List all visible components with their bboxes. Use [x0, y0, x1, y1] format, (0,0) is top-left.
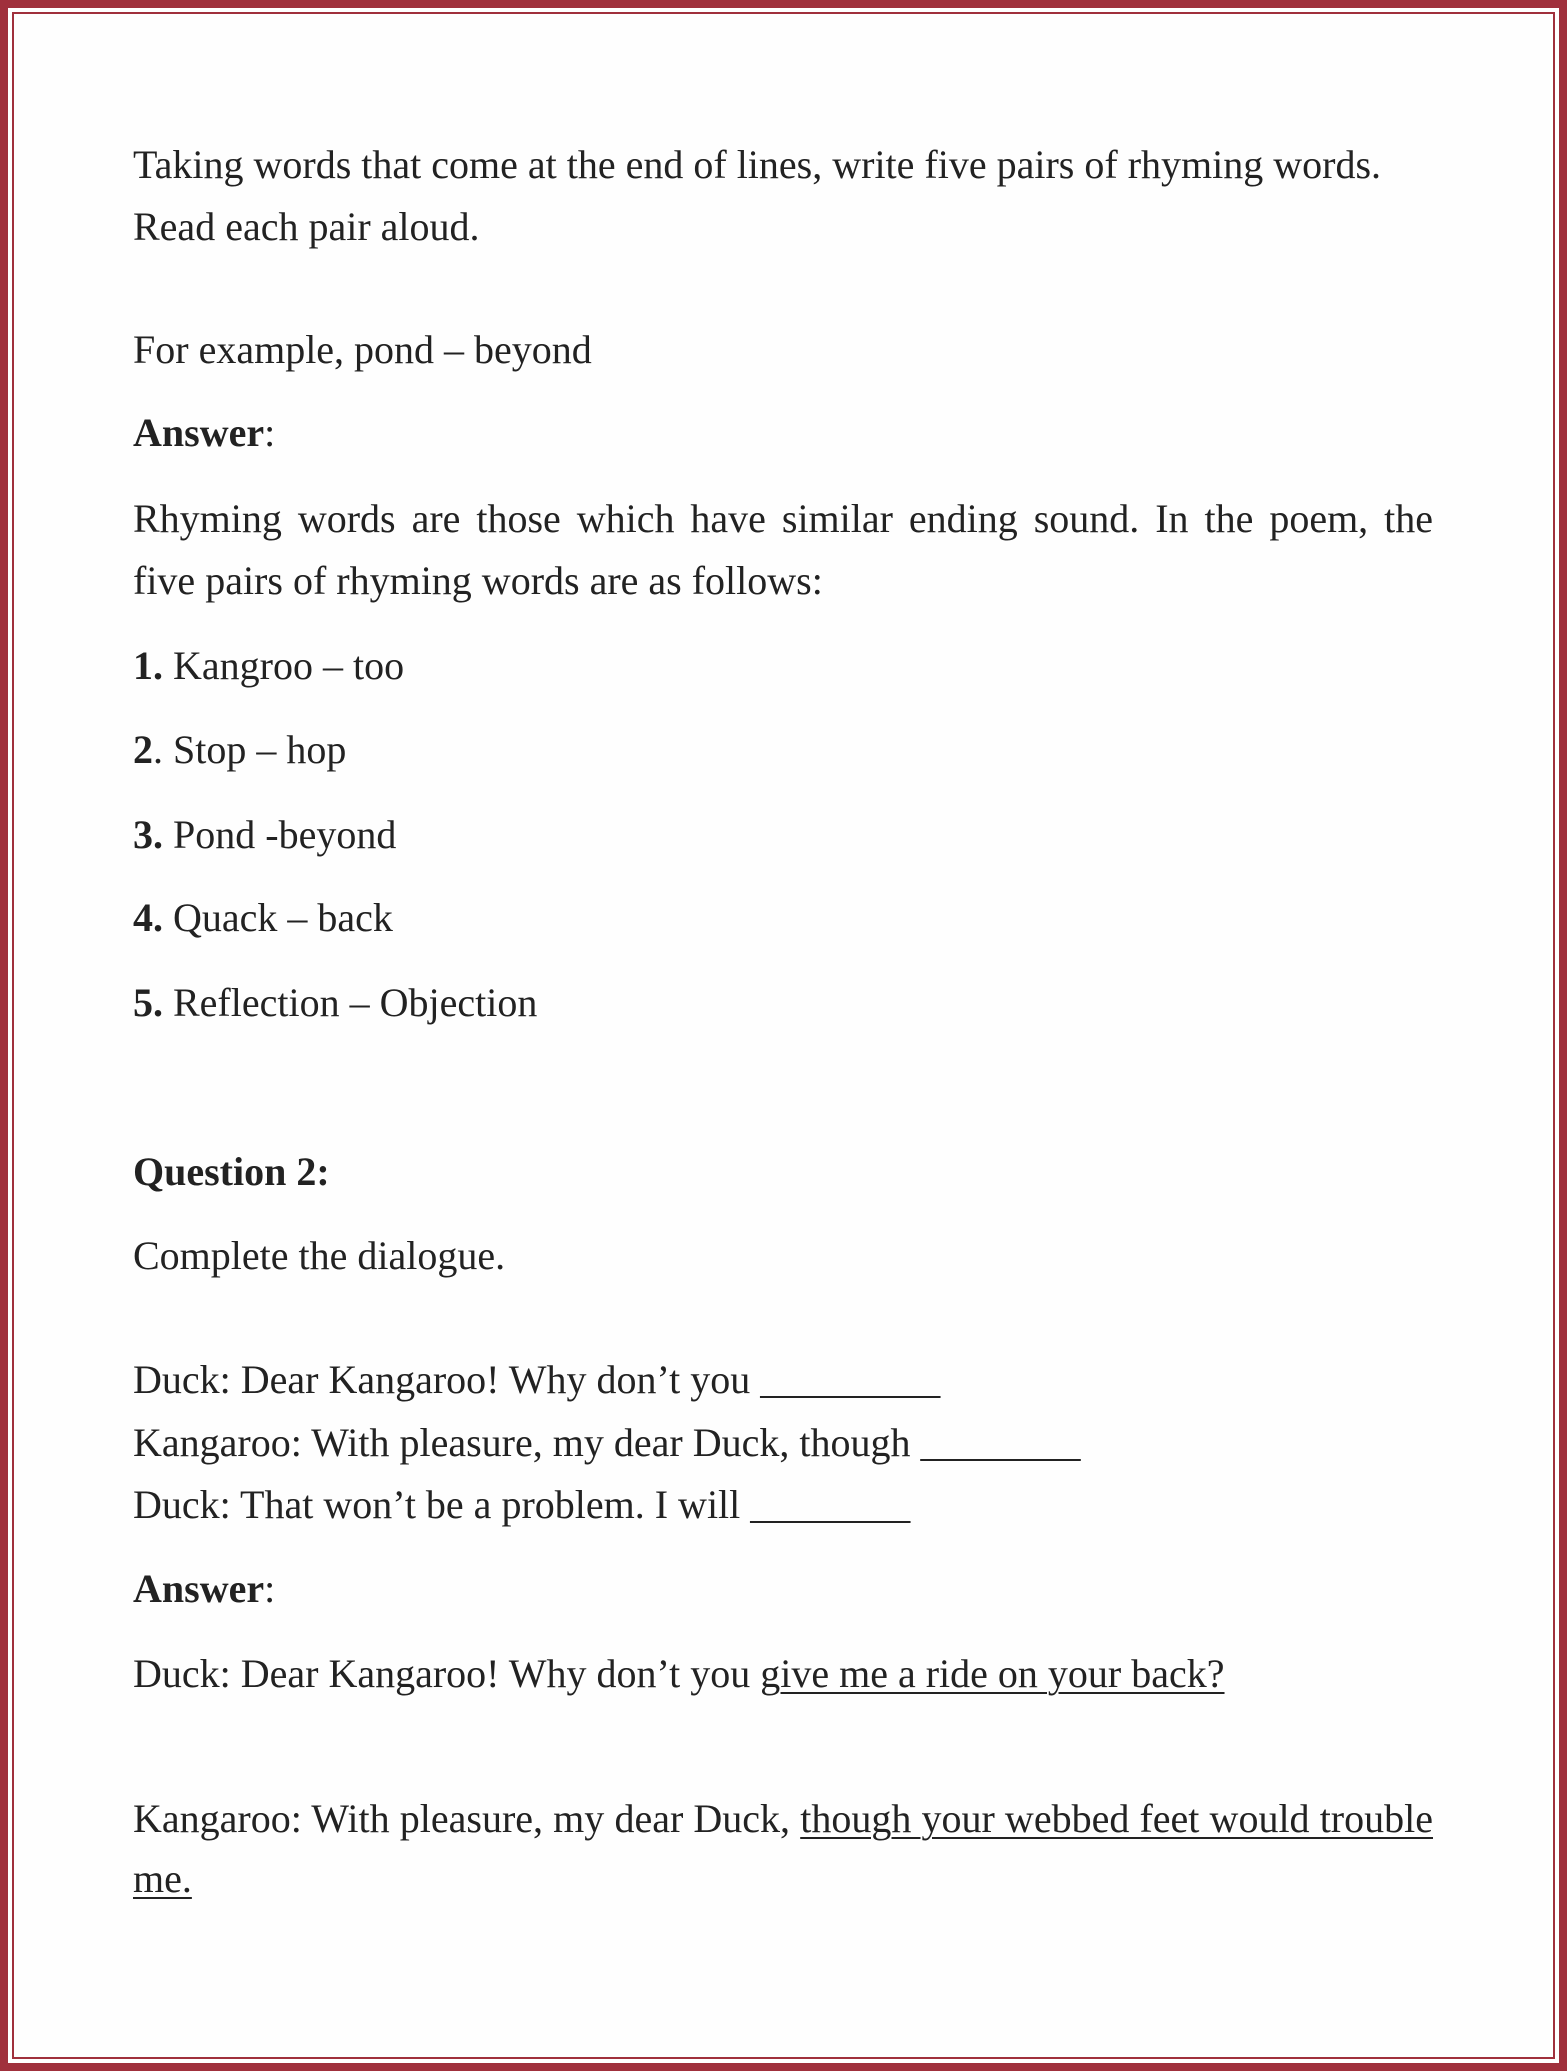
- list-item: [133, 635, 1433, 697]
- list-item: [133, 887, 1433, 949]
- dialogue-line: Duck: That won’t be a problem. I will ________: [133, 1482, 911, 1527]
- list-text: Pond -beyond: [163, 812, 397, 857]
- question-2-heading: [133, 1141, 1433, 1203]
- list-number: 1.: [133, 643, 163, 688]
- dialogue-line: Duck: Dear Kangaroo! Why don’t you _________: [133, 1357, 941, 1402]
- question-2-instruction: Complete the dialogue.: [133, 1233, 506, 1278]
- list-text: . Stop – hop: [153, 727, 347, 772]
- dialogue-prefix: Duck: Dear Kangaroo! Why don’t you: [133, 1651, 761, 1696]
- answer-label: Answer: [133, 410, 265, 455]
- dialogue-answer: though your webbed feet would trouble me.: [133, 1796, 1433, 1901]
- answer-dialogue-line: [133, 1644, 1433, 1704]
- answer-heading-1: [133, 402, 1433, 464]
- list-number: 3.: [133, 812, 163, 857]
- answer-explanation: Rhyming words are those which have similar ending sound. In the poem, the five pairs of rhyming words are as follows:: [133, 496, 1433, 603]
- list-item: [133, 804, 1433, 866]
- instruction-text: Taking words that come at the end of lines, write five pairs of rhyming words. Read each pair aloud.: [133, 142, 1382, 249]
- dialogue-answer: give me a ride on your back?: [760, 1651, 1225, 1696]
- answer-heading-2: [133, 1558, 1433, 1620]
- list-text: Reflection – Objection: [163, 980, 538, 1025]
- list-item: [133, 719, 1433, 781]
- example-text: For example, pond – beyond: [133, 327, 592, 372]
- page-border: [8, 8, 1559, 2063]
- answer-dialogue-line: [133, 1789, 1433, 1909]
- answer-colon: :: [264, 410, 276, 455]
- list-number: 2: [133, 727, 153, 772]
- list-number: 5.: [133, 980, 163, 1025]
- list-number: 4.: [133, 895, 163, 940]
- list-item: [133, 972, 1433, 1034]
- answer-colon: :: [264, 1566, 276, 1611]
- question-title: Question 2:: [133, 1149, 330, 1194]
- answer-label: Answer: [133, 1566, 265, 1611]
- list-text: Kangroo – too: [163, 643, 405, 688]
- dialogue-line: Kangaroo: With pleasure, my dear Duck, though ________: [133, 1420, 1081, 1465]
- list-text: Quack – back: [163, 895, 393, 940]
- dialogue-prefix: Kangaroo: With pleasure, my dear Duck,: [133, 1796, 801, 1841]
